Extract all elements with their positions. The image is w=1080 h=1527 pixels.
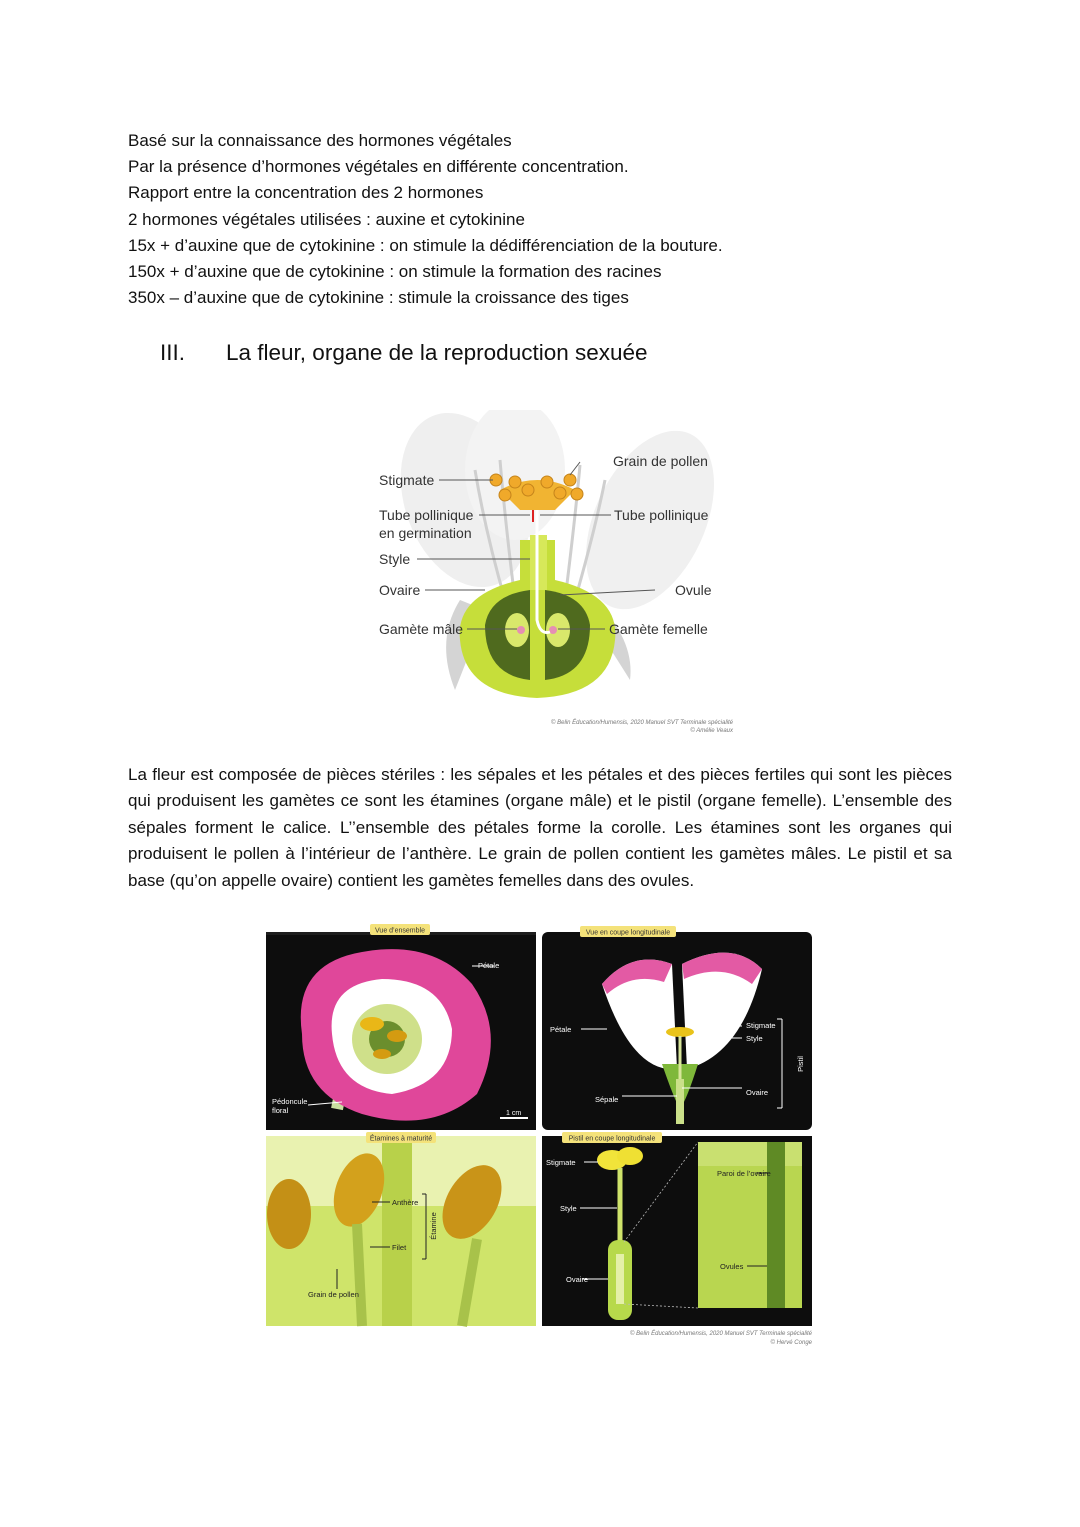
- p2-ovaire: Ovaire: [746, 1088, 769, 1097]
- label-gamete-male: Gamète mâle: [379, 621, 464, 637]
- photo-panel-pistil: [542, 1136, 812, 1326]
- photo-panel-section: [542, 929, 812, 1130]
- p1-pedoncule-1: Pédoncule: [272, 1097, 308, 1106]
- intro-line: Rapport entre la concentration des 2 hormones: [128, 183, 484, 203]
- p4-ovules: Ovules: [720, 1262, 744, 1271]
- diagram-gamete-male: [517, 626, 525, 634]
- p2-sepale: Sépale: [595, 1095, 619, 1104]
- p1-pedoncule-2: floral: [272, 1106, 289, 1115]
- section-title: La fleur, organe de la reproduction sexuée: [226, 340, 648, 365]
- p4-ovaire: Ovaire: [566, 1275, 589, 1284]
- p3-anthere: Anthère: [392, 1198, 419, 1207]
- intro-line: Basé sur la connaissance des hormones végétales: [128, 131, 512, 150]
- diagram-credit-2: © Amélie Veaux: [690, 728, 733, 734]
- label-gamete-femelle: Gamète femelle: [609, 621, 708, 637]
- intro-line: 150x + d’auxine que de cytokinine : on stimule la formation des racines: [128, 262, 662, 282]
- p3-etamine: Étamine: [429, 1212, 438, 1240]
- intro-line: 350x – d’auxine que de cytokinine : stimule la croissance des tiges: [128, 288, 629, 308]
- label-ovaire: Ovaire: [379, 582, 421, 598]
- p3-filet: Filet: [392, 1243, 407, 1252]
- p2-style: Style: [746, 1034, 763, 1043]
- tag-stamens: Étamines à maturité: [369, 1135, 433, 1143]
- p2-stigmate: Stigmate: [746, 1021, 776, 1030]
- photos-credit-1: © Belin Éducation/Humensis, 2020 Manuel SVT Terminale spécialité: [630, 1331, 812, 1337]
- label-grain-pollen: Grain de pollen: [613, 453, 708, 469]
- section-heading: [160, 340, 648, 366]
- p3-grain: Grain de pollen: [308, 1290, 359, 1299]
- photo-montage: [262, 924, 818, 1352]
- p1-scale: 1 cm: [506, 1110, 522, 1117]
- label-ovule: Ovule: [675, 582, 712, 598]
- p4-style: Style: [560, 1204, 577, 1213]
- flower-diagram: [365, 410, 755, 740]
- tag-section: Vue en coupe longitudinale: [585, 929, 671, 937]
- p2-petale: Pétale: [550, 1025, 572, 1034]
- p1-petale: Pétale: [478, 961, 500, 970]
- intro-line: 15x + d’auxine que de cytokinine : on stimule la dédifférenciation de la bouture.: [128, 235, 723, 255]
- photo-panel-stamens: [266, 1136, 536, 1326]
- label-tube-pollinique: Tube pollinique: [614, 507, 709, 523]
- label-tube-germination-1: Tube pollinique: [379, 507, 474, 523]
- section-number: III.: [160, 340, 186, 365]
- p4-stigmate: Stigmate: [546, 1158, 576, 1167]
- photos-credit-2: © Hervé Conge: [770, 1340, 812, 1346]
- p4-paroi: Paroi de l’ovaire: [717, 1169, 771, 1178]
- p2-pistil: Pistil: [796, 1056, 805, 1072]
- tag-pistil: Pistil en coupe longitudinale: [568, 1135, 656, 1143]
- label-stigmate: Stigmate: [379, 472, 435, 488]
- diagram-credit-1: © Belin Éducation/Humensis, 2020 Manuel SVT Terminale spécialité: [551, 720, 733, 726]
- intro-line: 2 hormones végétales utilisées : auxine et cytokinine: [128, 209, 525, 229]
- label-tube-germination-2: en germination: [379, 525, 472, 541]
- intro-line: Par la présence d’hormones végétales en différente concentration.: [128, 157, 629, 177]
- flower-paragraph: La fleur est composée de pièces stériles : les sépales et les pétales et des pièces fertiles qui sont les pièces qui produisent les gamètes ce sont les étamines (organe mâle) et le pistil (organe femelle). L’ensemble des sépales forment le calice. L’’ensemble des pétales forme la corolle. Les étamines sont les organes qui produisent le pollen à l’intérieur de l’anthère. Le grain de pollen contient les gamètes mâles. Le pistil et sa base (qu’on appelle ovaire) contient les gamètes femelles dans des ovules.: [128, 765, 952, 890]
- tag-overview: Vue d’ensemble: [375, 927, 425, 935]
- intro-text: [128, 128, 958, 311]
- label-style: Style: [379, 551, 411, 567]
